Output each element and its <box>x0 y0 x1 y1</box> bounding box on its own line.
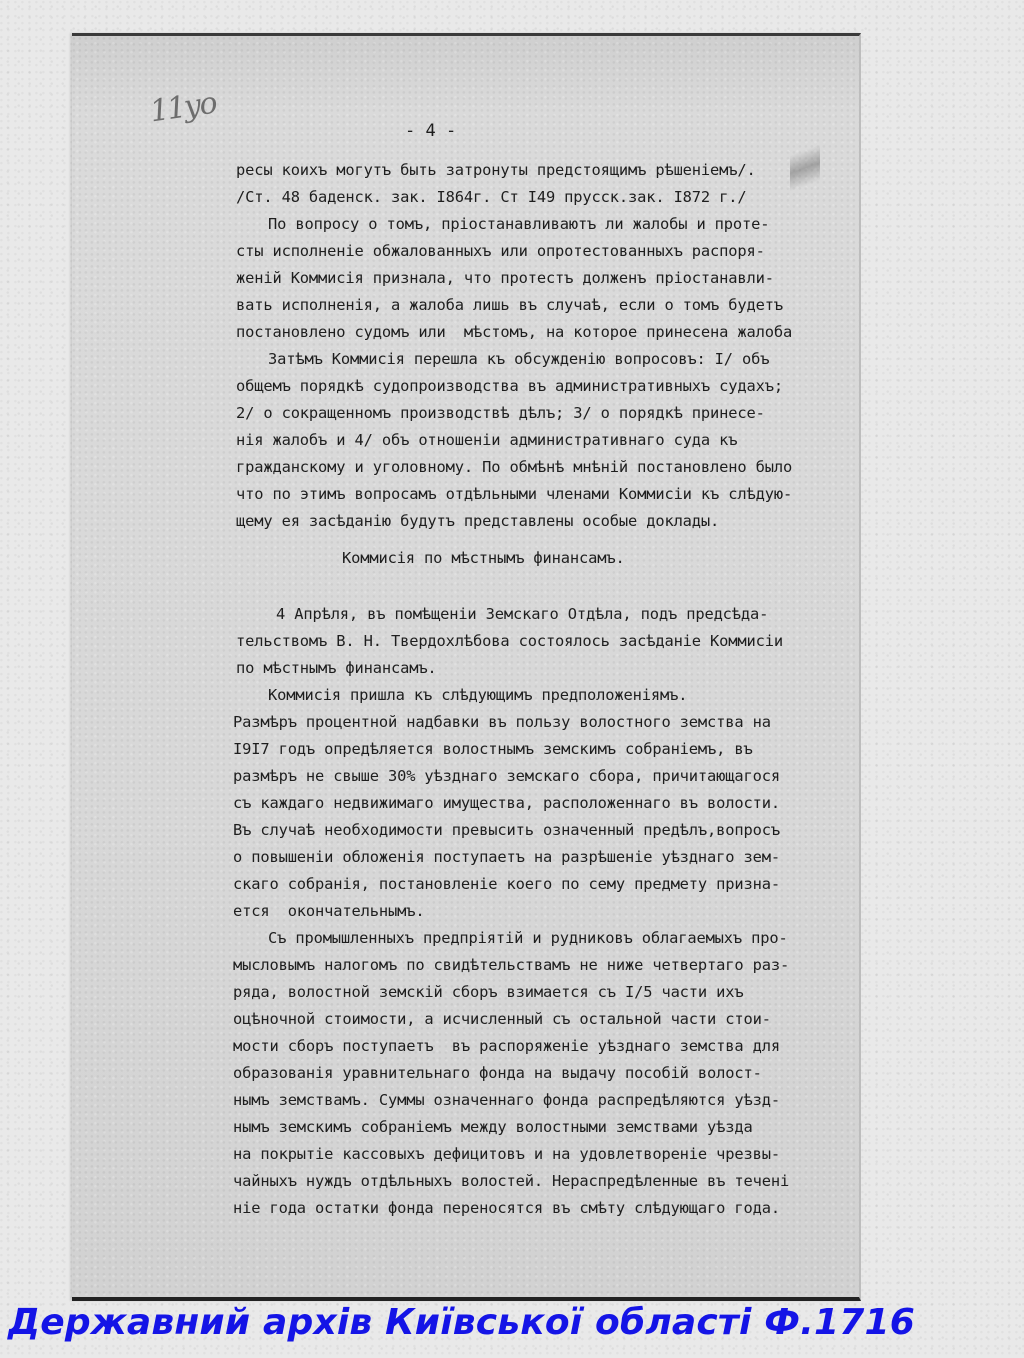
text-line: ніе года остатки фонда переносятся въ смѣту слѣдующаго года. <box>233 1199 780 1217</box>
text-line: ресы коихъ могутъ быть затронуты предстоящимъ рѣшеніемъ/. <box>236 161 756 179</box>
text-line: 4 Апрѣля, въ помѣщеніи Земскаго Отдѣла, подъ предсѣда- <box>276 605 769 623</box>
text-line: 2/ о сокращенномъ производствѣ дѣлъ; 3/ о порядкѣ принесе- <box>236 404 765 422</box>
text-line: нымъ земскимъ собраніемъ между волостными земствами уѣзда <box>233 1118 753 1136</box>
section-heading: Коммисія по мѣстнымъ финансамъ. <box>342 549 625 567</box>
text-line: Въ случаѣ необходимости превысить означенный предѣлъ,вопросъ <box>233 821 780 839</box>
text-line: о повышеніи обложенія поступаетъ на разрѣшеніе уѣзднаго зем- <box>233 848 780 866</box>
text-line: постановлено судомъ или мѣстомъ, на которое принесена жалоба <box>236 323 793 341</box>
text-line: I9I7 годъ опредѣляется волостнымъ земскимъ собраніемъ, въ <box>233 740 753 758</box>
page-tear <box>790 128 820 208</box>
text-line: Размѣръ процентной надбавки въ пользу волостного земства на <box>233 713 771 731</box>
archive-caption: Державний архів Київської області Ф.1716 <box>8 1302 916 1343</box>
text-line: нымъ земствамъ. Суммы означеннаго фонда распредѣляются уѣзд- <box>233 1091 780 1109</box>
text-line: По вопросу о томъ, пріостанавливаютъ ли жалобы и проте- <box>268 215 770 233</box>
text-line: на покрытіе кассовыхъ дефицитовъ и на удовлетвореніе чрезвы- <box>233 1145 780 1163</box>
text-line: нія жалобъ и 4/ объ отношеніи административнаго суда къ <box>236 431 738 449</box>
text-line: размѣръ не свыше 30% уѣзднаго земскаго сбора, причитающагося <box>233 767 780 785</box>
text-line: тельствомъ В. Н. Твердохлѣбова состоялось засѣданіе Коммисіи <box>236 632 783 650</box>
handwritten-note: 11уо <box>147 85 218 130</box>
text-line: вать исполненія, а жалоба лишь въ случаѣ, если о томъ будетъ <box>236 296 783 314</box>
page-number: - 4 - <box>405 121 457 141</box>
text-line: оцѣночной стоимости, а исчисленный съ остальной части стои- <box>233 1010 771 1028</box>
text-line: общемъ порядкѣ судопроизводства въ административныхъ судахъ; <box>236 377 783 395</box>
text-line: Съ промышленныхъ предпріятій и рудниковъ облагаемыхъ про- <box>268 929 788 947</box>
text-line: съ каждаго недвижимаго имущества, расположеннаго въ волости. <box>233 794 780 812</box>
text-line: гражданскому и уголовному. По обмѣнѣ мнѣній постановлено было <box>236 458 793 476</box>
text-line: сты исполненіе обжалованныхъ или опротестованныхъ распоря- <box>236 242 765 260</box>
text-line: что по этимъ вопросамъ отдѣльными членами Коммисіи къ слѣдую- <box>236 485 793 503</box>
text-line: женій Коммисія признала, что протестъ долженъ пріостанавли- <box>236 269 774 287</box>
text-line: мости сборъ поступаетъ въ распоряженіе уѣзднаго земства для <box>233 1037 780 1055</box>
text-line: щему ея засѣданію будутъ представлены особые доклады. <box>236 512 720 530</box>
text-line: Затѣмъ Коммисія перешла къ обсужденію вопросовъ: I/ объ <box>268 350 770 368</box>
text-line: ряда, волостной земскій сборъ взимается съ I/5 части ихъ <box>233 983 744 1001</box>
text-line: по мѣстнымъ финансамъ. <box>236 659 437 677</box>
text-line: мысловымъ налогомъ по свидѣтельствамъ не ниже четвертаго раз- <box>233 956 790 974</box>
text-line: /Ст. 48 баденск. зак. I864г. Ст I49 прусск.зак. I872 г./ <box>236 188 747 206</box>
text-line: Коммисія пришла къ слѣдующимъ предположеніямъ. <box>268 686 688 704</box>
text-line: образованія уравнительнаго фонда на выдачу пособій волост- <box>233 1064 762 1082</box>
text-line: скаго собранія, постановленіе коего по сему предмету призна- <box>233 875 780 893</box>
text-line: чайныхъ нуждъ отдѣльныхъ волостей. Нераспредѣленные въ течені <box>233 1172 790 1190</box>
text-line: ется окончательнымъ. <box>233 902 425 920</box>
